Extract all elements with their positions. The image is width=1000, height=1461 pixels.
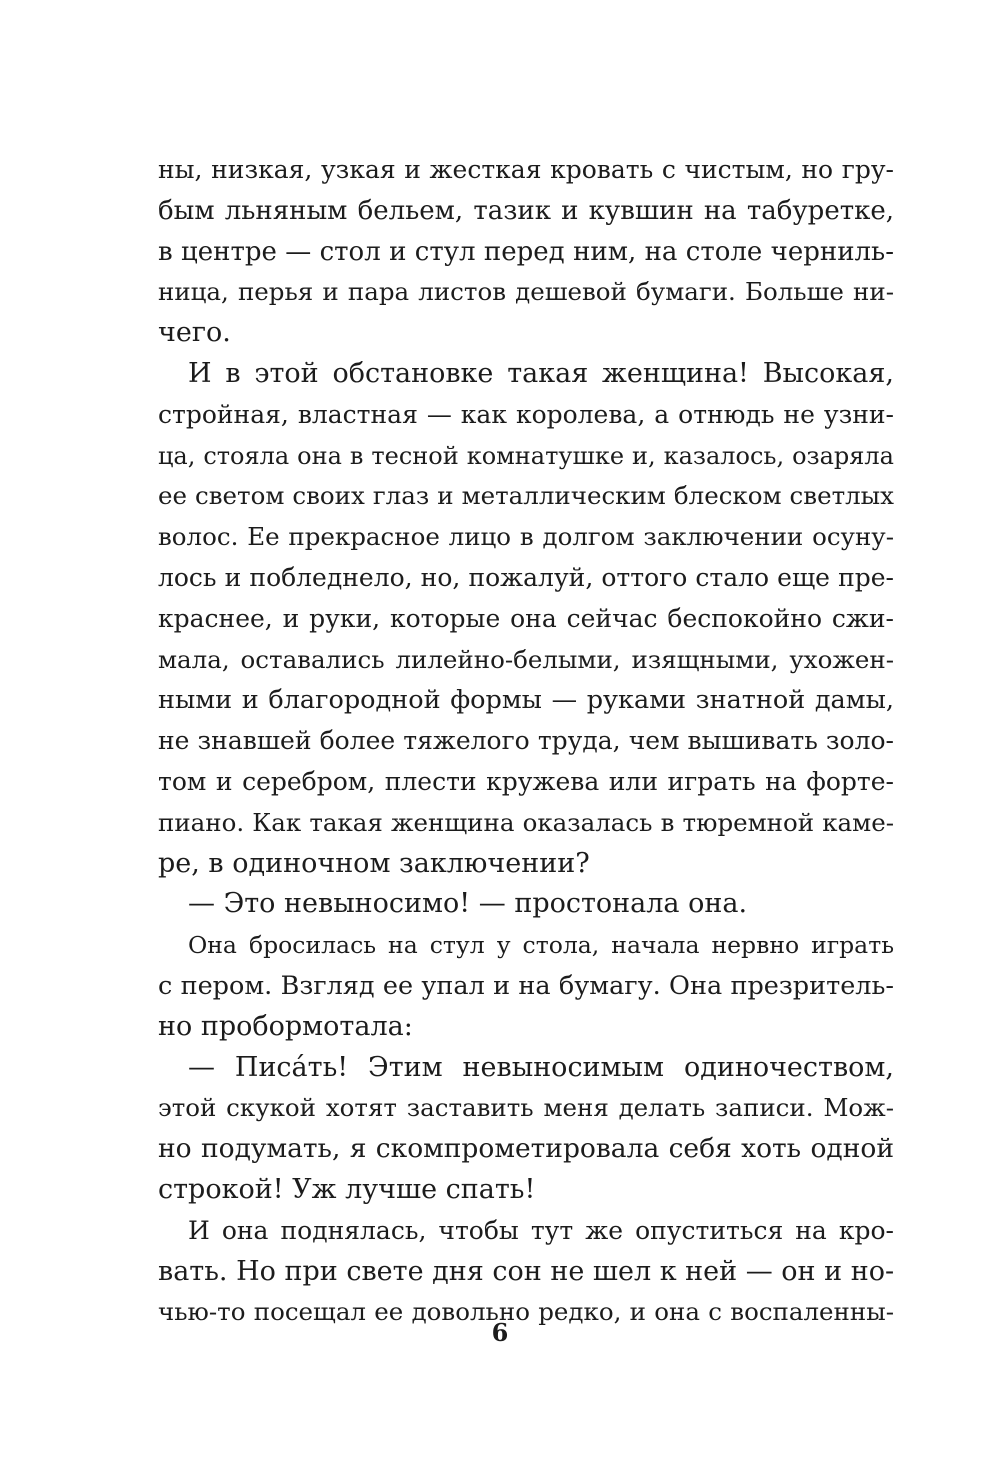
page-number: 6 (491, 1318, 509, 1347)
body-text (158, 150, 894, 1333)
text-line: строкой! Уж лучше спать! (158, 1173, 536, 1205)
text-line: ны, низкая, узкая и жесткая кровать с чистым, но гру- (158, 155, 894, 184)
text-line: ее светом своих глаз и металлическим блеском светлых (158, 481, 894, 511)
text-line: — Это невыносимо! — простонала она. (188, 888, 748, 920)
text-line: чью-то посещал ее довольно редко, и она с воспаленны- (158, 1297, 894, 1327)
text-line: Она бросилась на стул у стола, начала нервно играть (188, 931, 894, 960)
text-line: И она поднялась, чтобы тут же опуститься на кро- (188, 1215, 894, 1245)
text-line: в центре — стол и стул перед ним, на столе черниль- (158, 236, 894, 267)
text-line: чего. (158, 317, 231, 349)
text-line: И в этой обстановке такая женщина! Высокая, (188, 357, 894, 389)
text-line: этой скукой хотят заставить меня делать записи. Мож- (158, 1093, 894, 1123)
text-line: стройная, властная — как королева, а отнюдь не узни- (158, 399, 894, 429)
text-line: ца, стояла она в тесной комнатушке и, казалось, озаряла (158, 441, 894, 470)
text-line: том и серебром, плести кружева или играть на форте- (158, 766, 894, 796)
text-line: мала, оставались лилейно-белыми, изящными, ухожен- (158, 644, 894, 674)
text-line: ными и благородной формы — руками знатной дамы, (158, 685, 894, 716)
text-line: лось и побледнело, но, пожалуй, оттого стало еще пре- (158, 562, 894, 592)
text-line: бым льняным бельем, тазик и кувшин на табуретке, (158, 195, 894, 226)
text-line: с пером. Взгляд ее упал и на бумагу. Она презритель- (158, 970, 894, 1001)
text-line: ница, перья и пара листов дешевой бумаги. Больше ни- (158, 277, 894, 307)
text-line: не знавшей более тяжелого труда, чем вышивать золо- (158, 726, 894, 756)
text-line: — Писа́ть! Этим невыносимым одиночеством, (188, 1051, 894, 1083)
text-line: но подумать, я скомпрометировала себя хоть одной (158, 1133, 894, 1165)
text-line: краснее, и руки, которые она сейчас беспокойно сжи- (158, 603, 894, 633)
text-line: волос. Ее прекрасное лицо в долгом заключении осуну- (158, 522, 894, 552)
text-line: вать. Но при свете дня сон не шел к ней — он и но- (158, 1255, 895, 1287)
text-line: пиано. Как такая женщина оказалась в тюремной каме- (158, 807, 894, 837)
text-line: но пробормотала: (158, 1010, 413, 1042)
text-line: ре, в одиночном заключении? (158, 847, 590, 879)
